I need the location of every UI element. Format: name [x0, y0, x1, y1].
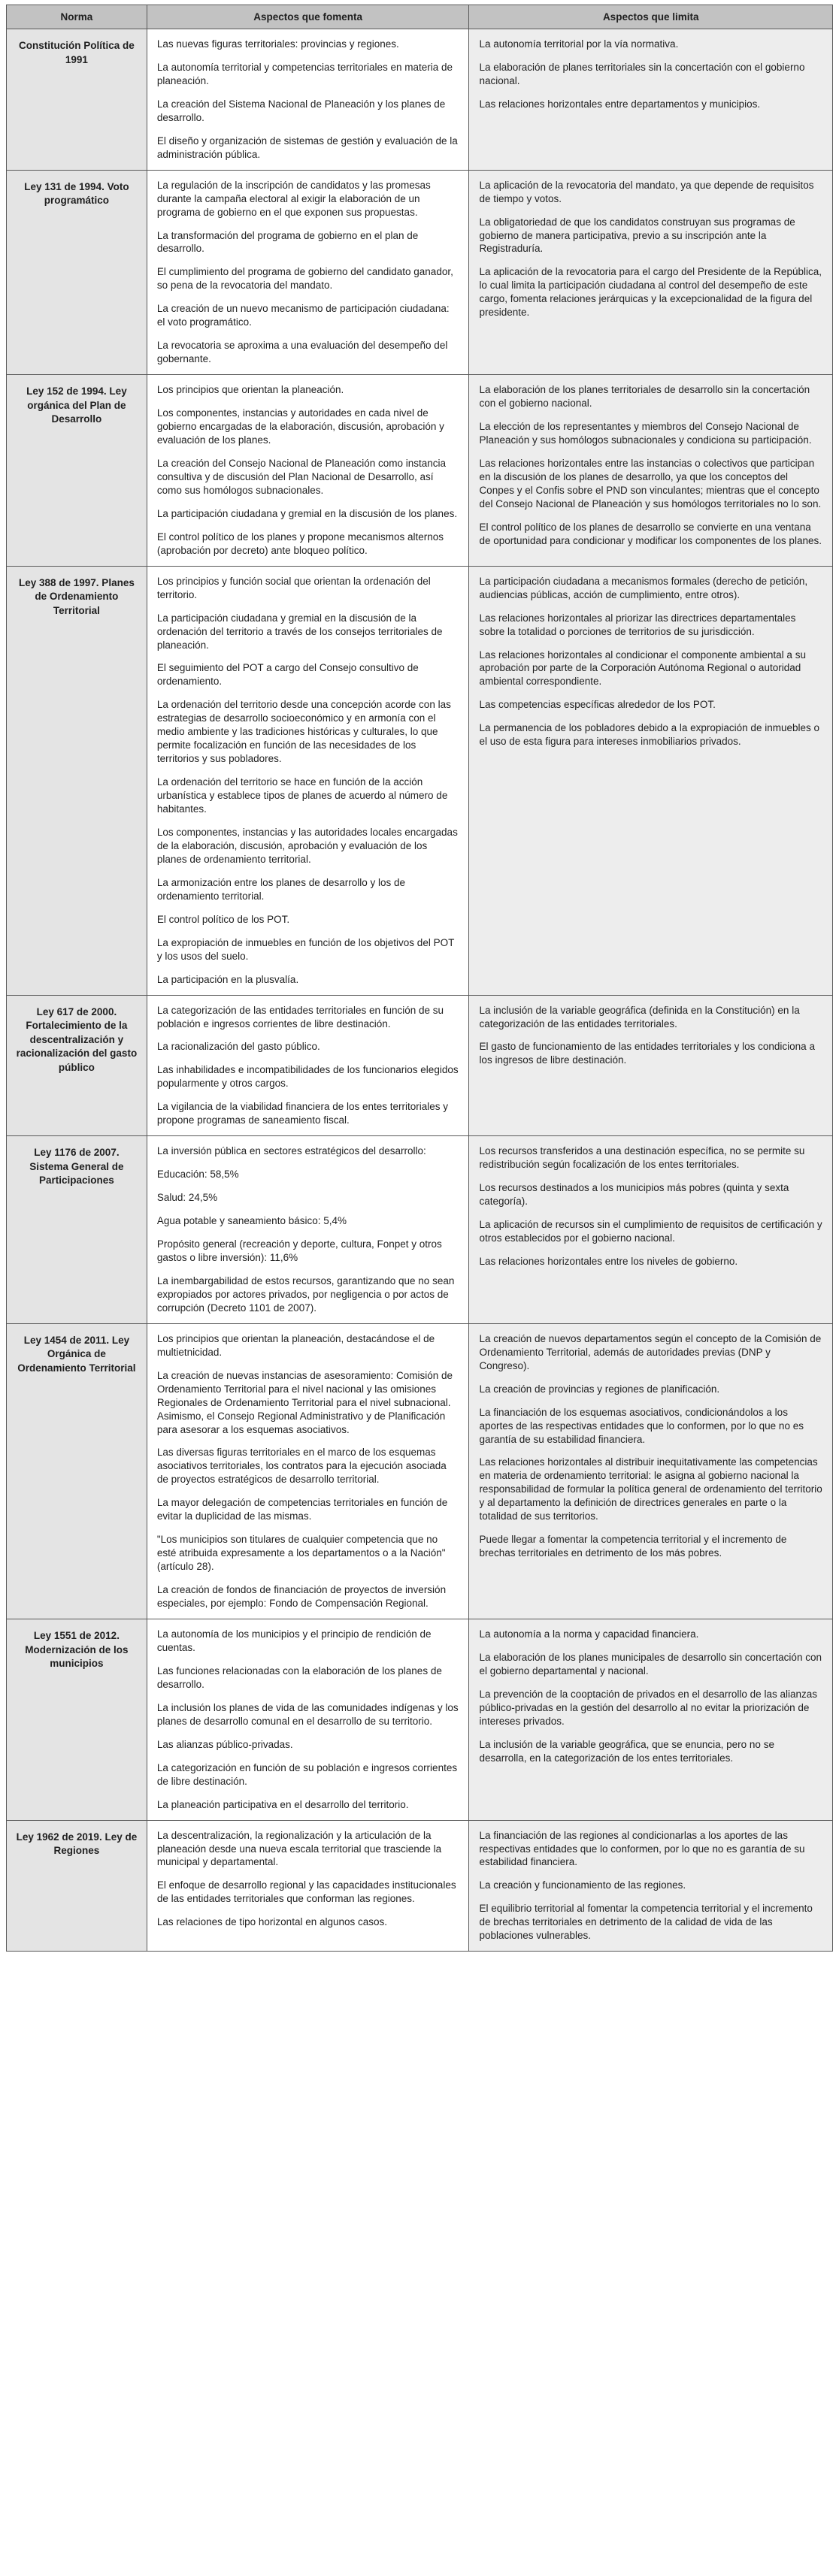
cell-paragraph: La planeación participativa en el desarrollo del territorio. [156, 1798, 409, 1810]
limita-cell [469, 1323, 833, 1619]
cell-paragraph: El equilibrio territorial al fomentar la competencia territorial y el incremento de brechas territoriales en detrimento de la calidad de vida de las poblaciones vulnerables. [479, 1903, 813, 1942]
header-aspectos-fomenta: Aspectos que fomenta [147, 5, 469, 29]
cell-paragraph: El enfoque de desarrollo regional y las capacidades institucionales de las entidades territoriales que conforman las regiones. [156, 1879, 456, 1905]
cell-paragraph: La elaboración de los planes municipales de desarrollo sin concertación con el gobierno departamental y nacional. [479, 1651, 822, 1677]
norma-cell: Ley 1551 de 2012. Modernización de los municipios [7, 1619, 147, 1821]
cell-paragraph: El control político de los POT. [156, 913, 290, 925]
cell-paragraph: Las alianzas público-privadas. [156, 1738, 293, 1750]
cell-paragraph: El diseño y organización de sistemas de gestión y evaluación de la administración pública. [156, 135, 458, 160]
cell-paragraph: El control político de los planes de desarrollo se convierte en una ventana de oportunidad para condicionar y modificar los componentes de los planes. [479, 521, 822, 546]
cell-paragraph: La inversión pública en sectores estratégicos del desarrollo: [156, 1145, 426, 1157]
cell-paragraph: Las relaciones horizontales entre los niveles de gobierno. [479, 1255, 738, 1267]
limita-cell [469, 29, 833, 171]
cell-paragraph: La elaboración de planes territoriales sin la concertación con el gobierno nacional. [479, 61, 805, 86]
cell-paragraph: Las relaciones horizontales al priorizar las directrices departamentales sobre la totalidad o porciones de territorios de su jurisdicción. [479, 612, 796, 637]
cell-paragraph: La creación y funcionamiento de las regiones. [479, 1879, 686, 1891]
header-aspectos-limita: Aspectos que limita [469, 5, 833, 29]
cell-paragraph: Los componentes, instancias y autoridades en cada nivel de gobierno encargadas de la elaboración, discusión, aprobación y evaluación de los planes. [156, 407, 444, 446]
norma-cell: Ley 152 de 1994. Ley orgánica del Plan de Desarrollo [7, 375, 147, 567]
cell-paragraph: La categorización en función de su población e ingresos corrientes de libre destinación. [156, 1761, 458, 1787]
fomenta-cell [147, 1619, 469, 1821]
cell-paragraph: La aplicación de recursos sin el cumplimiento de requisitos de certificación y otros establecidos por el gobierno nacional. [479, 1219, 822, 1244]
cell-paragraph: Las nuevas figuras territoriales: provincias y regiones. [156, 38, 399, 50]
norma-cell: Constitución Política de 1991 [7, 29, 147, 171]
cell-paragraph: La autonomía a la norma y capacidad financiera. [479, 1628, 699, 1640]
cell-paragraph: Las relaciones de tipo horizontal en algunos casos. [156, 1916, 388, 1928]
table-row [7, 29, 833, 171]
cell-paragraph: El cumplimiento del programa de gobierno del candidato ganador, so pena de la revocatoria del mandato. [156, 266, 453, 292]
norma-cell: Ley 131 de 1994. Voto programático [7, 170, 147, 374]
cell-paragraph: Los principios y función social que orientan la ordenación del territorio. [156, 575, 431, 600]
cell-paragraph: Los principios que orientan la planeación. [156, 384, 344, 396]
fomenta-cell [147, 170, 469, 374]
cell-paragraph: La participación ciudadana y gremial en la discusión de los planes. [156, 507, 458, 519]
cell-paragraph: La racionalización del gasto público. [156, 1041, 320, 1053]
fomenta-cell [147, 29, 469, 171]
cell-paragraph: Las funciones relacionadas con la elaboración de los planes de desarrollo. [156, 1664, 442, 1690]
cell-paragraph: La autonomía de los municipios y el principio de rendición de cuentas. [156, 1628, 432, 1653]
cell-paragraph: La participación ciudadana y gremial en la discusión de la ordenación del territorio a través de los consejos territoriales de planeación. [156, 612, 443, 651]
cell-paragraph: La inclusión de la variable geográfica, que se enuncia, pero no se desarrolla, en la categorización de los entes territoriales. [479, 1738, 774, 1764]
cell-paragraph: La categorización de las entidades territoriales en función de su población e ingresos corrientes de libre destinación. [156, 1004, 444, 1029]
cell-paragraph: La creación del Sistema Nacional de Planeación y los planes de desarrollo. [156, 98, 446, 123]
cell-paragraph: El control político de los planes y propone mecanismos alternos (aprobación por decreto) ante bloqueo político. [156, 531, 444, 556]
cell-paragraph: Los recursos transferidos a una destinación específica, no se permite su redistribución según focalización de los entes territoriales. [479, 1145, 805, 1171]
table-row [7, 375, 833, 567]
cell-paragraph: La creación de provincias y regiones de planificación. [479, 1383, 720, 1395]
cell-paragraph: La financiación de los esquemas asociativos, condicionándolos a los aportes de las respectivas entidades que lo conformen, por lo que no es garantía de su estabilidad financiera. [479, 1406, 804, 1445]
cell-paragraph: La elaboración de los planes territoriales de desarrollo sin la concertación con el gobierno nacional. [479, 384, 810, 410]
cell-paragraph: Las relaciones horizontales al distribuir inequitativamente las competencias en materia de ordenamiento territorial: le asigna al gobierno nacional la responsabilidad de formular la política general de ordenamiento del territorio y al departamento la definición de directrices generales en parte o la totalidad de sus territorios. [479, 1456, 822, 1522]
cell-paragraph: Los principios que orientan la planeación, destacándose el de multietnicidad. [156, 1332, 435, 1358]
limita-cell [469, 566, 833, 995]
limita-cell [469, 1136, 833, 1324]
cell-paragraph: Las diversas figuras territoriales en el marco de los esquemas asociativos territoriales, los contratos para la ejecución asociada de proyectos estratégicos de desarrollo territorial. [156, 1447, 447, 1486]
cell-paragraph: La revocatoria se aproxima a una evaluación del desempeño del gobernante. [156, 340, 448, 365]
table-row [7, 1323, 833, 1619]
cell-paragraph: La participación en la plusvalía. [156, 973, 299, 985]
table-header-row [7, 5, 833, 29]
table-row [7, 566, 833, 995]
table-row [7, 1619, 833, 1821]
cell-paragraph: La transformación del programa de gobierno en el plan de desarrollo. [156, 229, 419, 255]
cell-paragraph: La creación del Consejo Nacional de Planeación como instancia consultiva y de discusión del Plan Nacional de Desarrollo, así como sus homólogos subnacionales. [156, 457, 447, 496]
cell-paragraph: La inclusión los planes de vida de las comunidades indígenas y los planes de desarrollo comunal en el desarrollo de su territorio. [156, 1701, 459, 1727]
cell-paragraph: Puede llegar a fomentar la competencia territorial y el incremento de brechas territoriales en detrimento de los más pobres. [479, 1534, 787, 1559]
cell-paragraph: La creación de nuevas instancias de asesoramiento: Comisión de Ordenamiento Territorial para el nivel nacional y las omisiones Regionales de Ordenamiento Territorial para el nivel subnacional. Asimismo, el Consejo Regional Administrativo y de Planificación para asesorar a los esquemas asociativos. [156, 1369, 453, 1435]
cell-paragraph: La inembargabilidad de estos recursos, garantizando que no sean expropiados por actores privados, por negligencia o por actos de corrupción (Decreto 1101 de 2007). [156, 1274, 455, 1314]
cell-paragraph: La aplicación de la revocatoria del mandato, ya que depende de requisitos de tiempo y votos. [479, 179, 814, 204]
cell-paragraph: La permanencia de los pobladores debido a la expropiación de inmuebles o el uso de esta figura para intereses inmobiliarios privados. [479, 722, 819, 748]
limita-cell [469, 375, 833, 567]
cell-paragraph: Salud: 24,5% [156, 1192, 218, 1204]
table-row [7, 170, 833, 374]
cell-paragraph: Las relaciones horizontales al condicionar el componente ambiental a su aprobación por parte de la Corporación Autónoma Regional o autoridad ambiental correspondiente. [479, 649, 806, 688]
cell-paragraph: Las competencias específicas alrededor de los POT. [479, 699, 716, 711]
fomenta-cell [147, 566, 469, 995]
header-norma: Norma [7, 5, 147, 29]
cell-paragraph: La regulación de la inscripción de candidatos y las promesas durante la campaña electoral al exigir la elaboración de un programa de gobierno en el que exponen sus propuestas. [156, 179, 431, 218]
cell-paragraph: La creación de fondos de financiación de proyectos de inversión especiales, por ejemplo: Fondo de Compensación Regional. [156, 1584, 447, 1610]
norma-cell: Ley 1176 de 2007. Sistema General de Participaciones [7, 1136, 147, 1324]
cell-paragraph: La descentralización, la regionalización y la articulación de la planeación desde una nueva escala territorial que trasciende la municipal y departamental. [156, 1829, 442, 1868]
fomenta-cell [147, 1323, 469, 1619]
limita-cell [469, 170, 833, 374]
cell-paragraph: La aplicación de la revocatoria para el cargo del Presidente de la República, lo cual limita la participación ciudadana al control del desempeño de este cargo, fomenta relaciones jerárquicas y la excepcionalidad de la figura del presidente. [479, 266, 822, 319]
fomenta-cell [147, 375, 469, 567]
cell-paragraph: Las relaciones horizontales entre las instancias o colectivos que participan en la discusión de los planes de desarrollo, ya que los conceptos del Conpes y el Confis sobre el PND son vinculantes; mientras que el concepto del Consejo Nacional de Planeación y sus homólogos territoriales no lo son. [479, 457, 822, 509]
cell-paragraph: El seguimiento del POT a cargo del Consejo consultivo de ordenamiento. [156, 662, 419, 688]
cell-paragraph: La armonización entre los planes de desarrollo y los de ordenamiento territorial. [156, 876, 406, 902]
limita-cell [469, 1820, 833, 1952]
fomenta-cell [147, 1136, 469, 1324]
cell-paragraph: Agua potable y saneamiento básico: 5,4% [156, 1215, 347, 1227]
cell-paragraph: La vigilancia de la viabilidad financiera de los entes territoriales y propone programas de saneamiento fiscal. [156, 1101, 449, 1126]
norma-cell: Ley 1962 de 2019. Ley de Regiones [7, 1820, 147, 1952]
cell-paragraph: Las relaciones horizontales entre departamentos y municipios. [479, 98, 761, 110]
fomenta-cell [147, 1820, 469, 1952]
cell-paragraph: La participación ciudadana a mecanismos formales (derecho de petición, audiencias públicas, acción de cumplimiento, entre otros). [479, 575, 808, 600]
cell-paragraph: Educación: 58,5% [156, 1169, 239, 1181]
cell-paragraph: Las inhabilidades e incompatibilidades de los funcionarios elegidos popularmente y otros cargos. [156, 1064, 459, 1090]
cell-paragraph: La financiación de las regiones al condicionarlas a los aportes de las respectivas entidades que lo conformen, por lo que no es garantía de su estabilidad financiera. [479, 1829, 805, 1868]
cell-paragraph: La elección de los representantes y miembros del Consejo Nacional de Planeación y sus homólogos subnacionales y condiciona su participación. [479, 421, 812, 446]
cell-paragraph: La autonomía territorial y competencias territoriales en materia de planeación. [156, 61, 453, 86]
table-row [7, 995, 833, 1136]
limita-cell [469, 1619, 833, 1821]
cell-paragraph: Los recursos destinados a los municipios más pobres (quinta y sexta categoría). [479, 1182, 789, 1208]
norma-cell: Ley 1454 de 2011. Ley Orgánica de Ordenamiento Territorial [7, 1323, 147, 1619]
limita-cell [469, 995, 833, 1136]
norms-comparison-table [6, 5, 833, 1952]
cell-paragraph: La creación de un nuevo mecanismo de participación ciudadana: el voto programático. [156, 303, 450, 328]
cell-paragraph: La creación de nuevos departamentos según el concepto de la Comisión de Ordenamiento Territorial, además de autoridades previas (DNP y Congreso). [479, 1332, 822, 1371]
fomenta-cell [147, 995, 469, 1136]
cell-paragraph: La inclusión de la variable geográfica (definida en la Constitución) en la categorización de las entidades territoriales. [479, 1004, 800, 1029]
table-row [7, 1820, 833, 1952]
cell-paragraph: La autonomía territorial por la vía normativa. [479, 38, 679, 50]
norma-cell: Ley 388 de 1997. Planes de Ordenamiento Territorial [7, 566, 147, 995]
norma-cell: Ley 617 de 2000. Fortalecimiento de la descentralización y racionalización del gasto público [7, 995, 147, 1136]
cell-paragraph: La ordenación del territorio desde una concepción acorde con las estrategias de desarrollo socioeconómico y en armonía con el medio ambiente y las tradiciones históricas y culturales, lo que permite focalización en función de las necesidades de los territorios y sus pobladores. [156, 699, 451, 765]
cell-paragraph: La obligatoriedad de que los candidatos construyan sus programas de gobierno de manera participativa, previo a su inscripción ante la Registraduría. [479, 216, 795, 255]
table-row [7, 1136, 833, 1324]
cell-paragraph: La prevención de la cooptación de privados en el desarrollo de las alianzas público-privadas en la gestión del desarrollo al no evitar la priorización de intereses privados. [479, 1688, 817, 1727]
cell-paragraph: La mayor delegación de competencias territoriales en función de evitar la duplicidad de las mismas. [156, 1497, 448, 1522]
cell-paragraph: "Los municipios son titulares de cualquier competencia que no esté atribuida expresamente a los departamentos o a la Nación" (artículo 28). [156, 1534, 446, 1573]
cell-paragraph: La ordenación del territorio se hace en función de la acción urbanística y establece tipos de planes de acuerdo al número de habitantes. [156, 776, 448, 815]
cell-paragraph: Propósito general (recreación y deporte, cultura, Fonpet y otros gastos o libre inversión): 11,6% [156, 1238, 442, 1263]
cell-paragraph: Los componentes, instancias y las autoridades locales encargadas de la elaboración, discusión, aprobación y evaluación de los planes de ordenamiento territorial. [156, 826, 458, 865]
cell-paragraph: La expropiación de inmuebles en función de los objetivos del POT y los usos del suelo. [156, 936, 455, 962]
cell-paragraph: El gasto de funcionamiento de las entidades territoriales y los condiciona a los ingresos de libre destinación. [479, 1041, 815, 1066]
